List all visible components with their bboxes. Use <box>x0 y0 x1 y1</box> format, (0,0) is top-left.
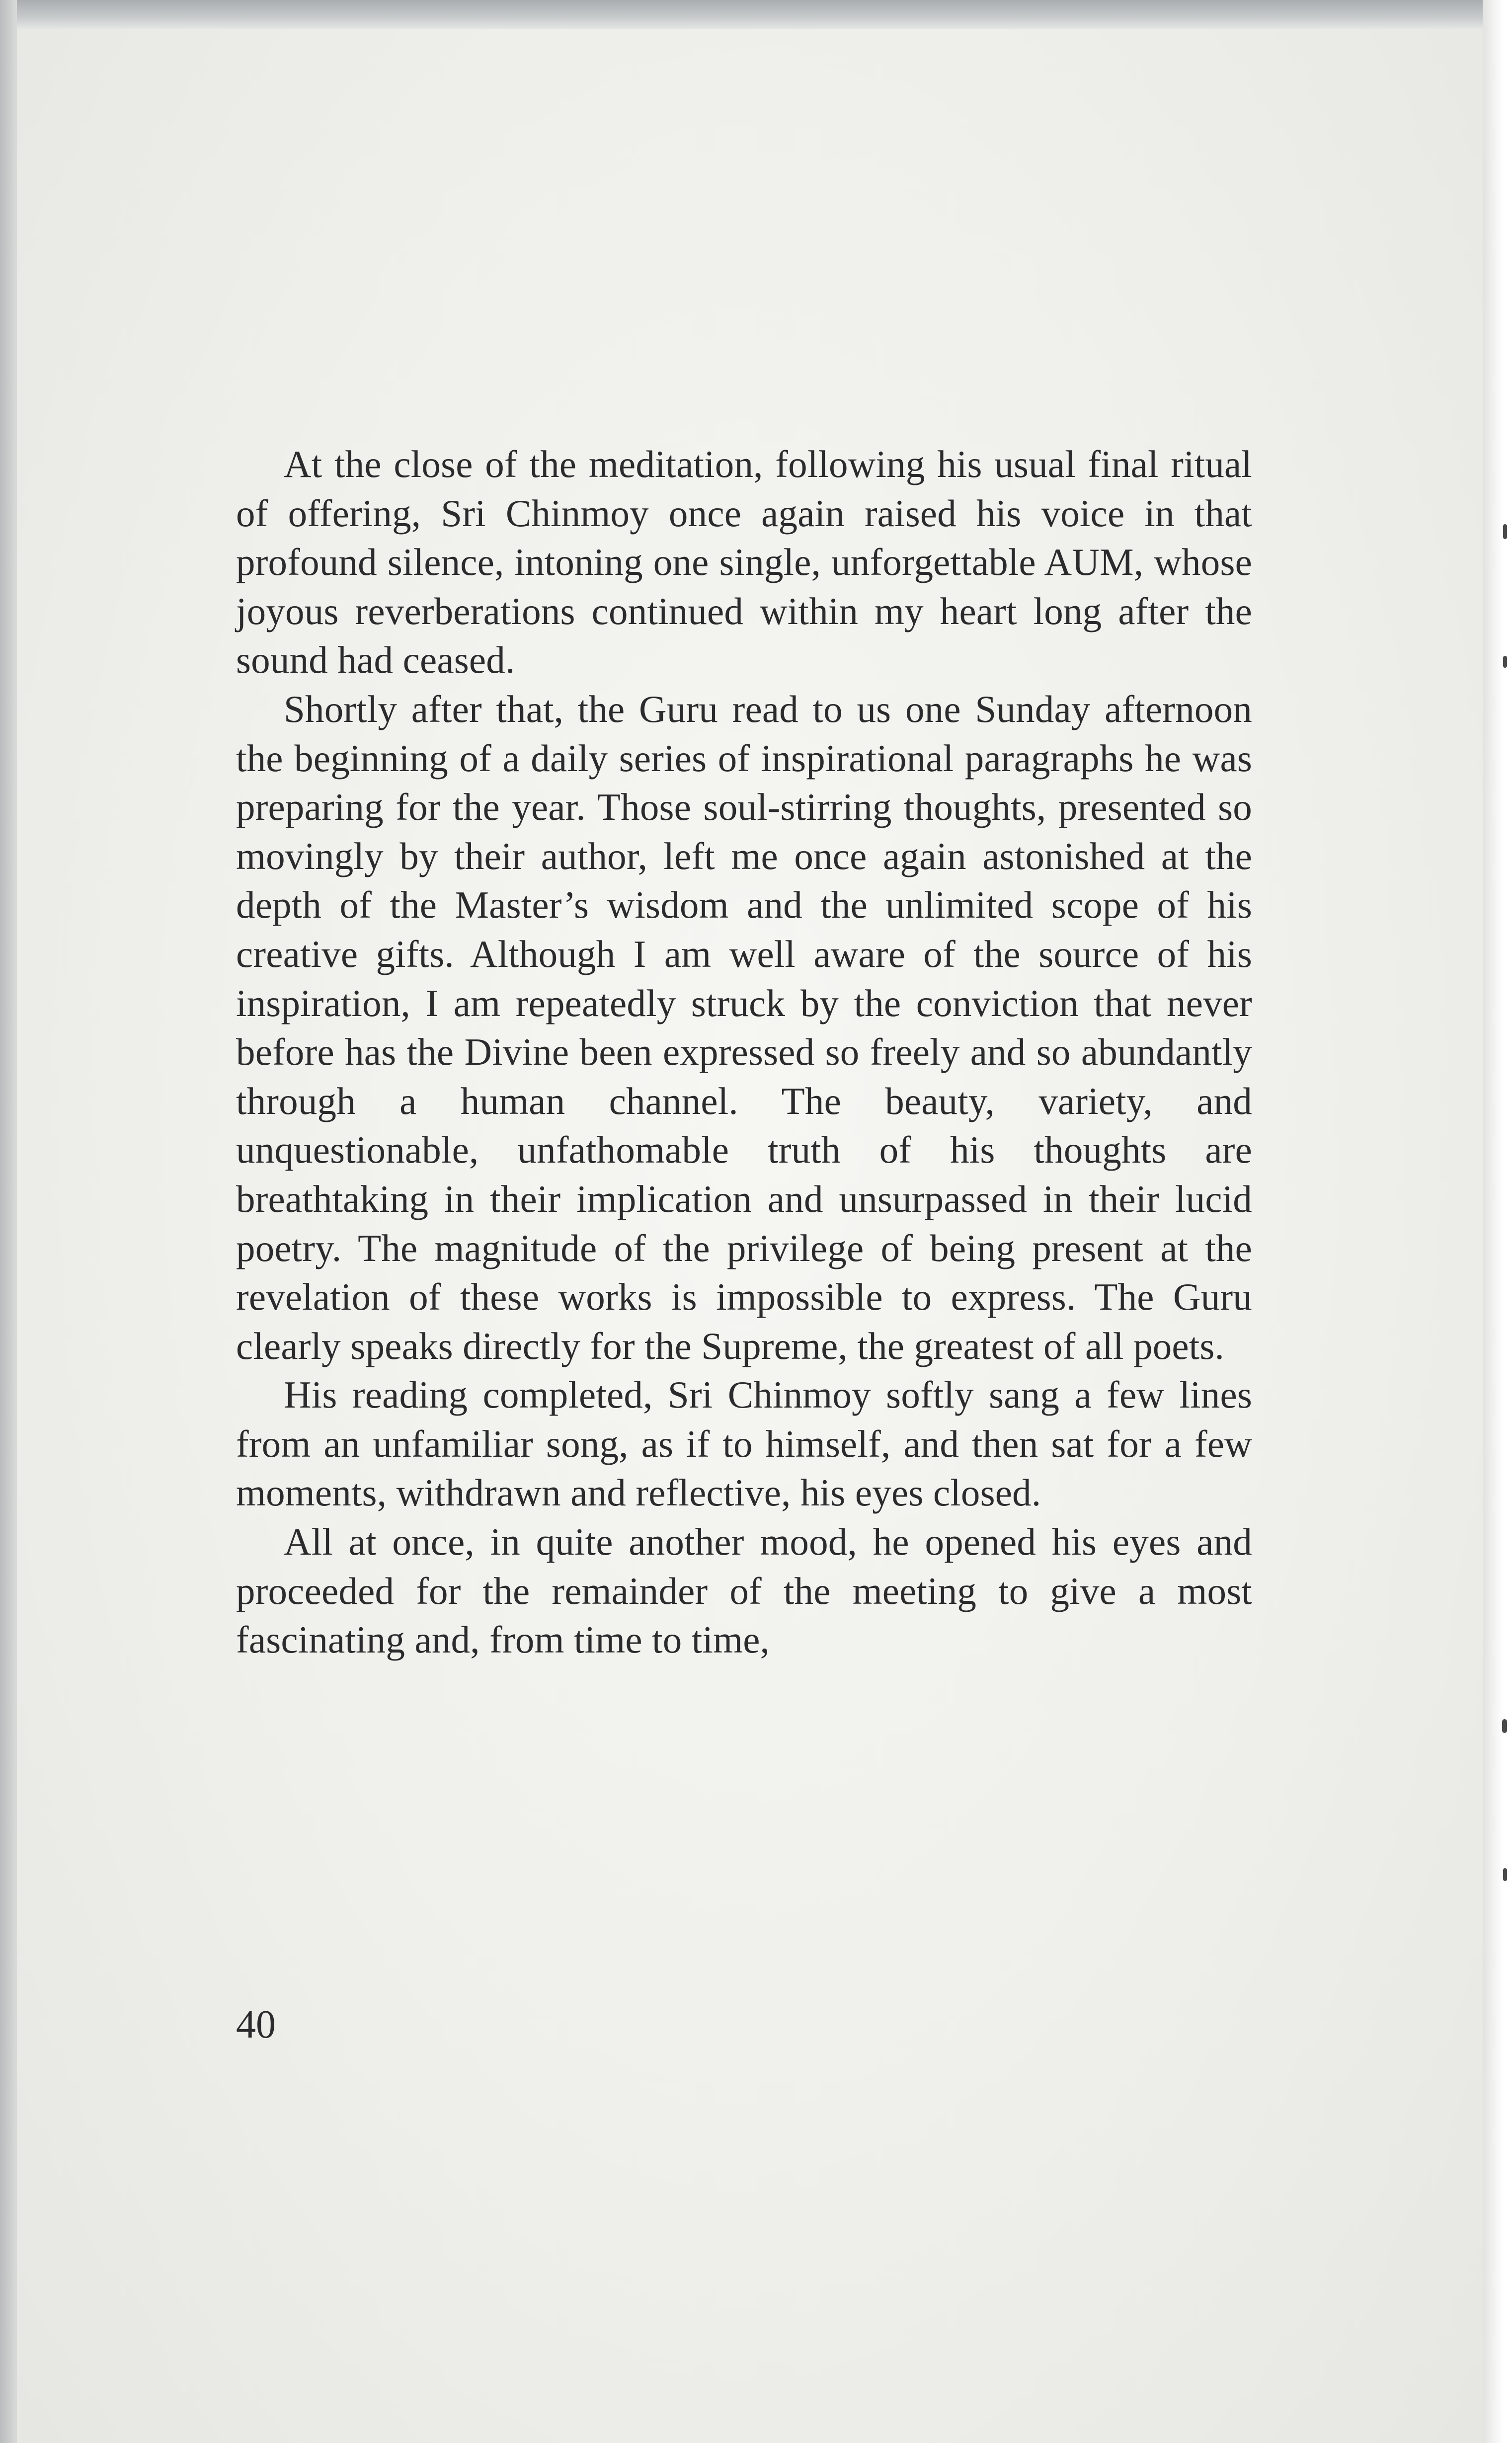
scan-left-edge <box>0 0 17 2443</box>
paragraph: Shortly after that, the Guru read to us one Sunday afternoon the beginning of a daily series of inspirational paragraphs he was preparing for the year. Those soul-stirring thoughts, presented so movingly by their author, left me once again astonished at the depth of the Master’s wisdom and the unlimited scope of his creative gifts. Although I am well aware of the source of his inspiration, I am repeatedly struck by the conviction that never before has the Divine been expressed so freely and so abundantly through a human channel. The beauty, variety, and unquestionable, unfathomable truth of his thoughts are breathtaking in their implication and unsurpassed in their lucid poetry. The magnitude of the privilege of being present at the revelation of these works is impossible to express. The Guru clearly speaks directly for the Supreme, the greatest of all poets. <box>236 687 1252 1367</box>
binding-mark <box>1502 1719 1507 1733</box>
page-number: 40 <box>236 2003 276 2047</box>
paragraph: All at once, in quite another mood, he opened his eyes and proceeded for the remainder of the meeting to give a most fascinating and, from time to time, <box>236 1520 1252 1661</box>
binding-mark <box>1503 656 1507 668</box>
body-text <box>236 440 1252 1664</box>
scan-top-edge <box>0 0 1512 29</box>
binding-mark <box>1503 524 1507 539</box>
paragraph: His reading completed, Sri Chinmoy softly sang a few lines from an unfamiliar song, as if to himself, and then sat for a few moments, withdrawn and reflective, his eyes closed. <box>236 1373 1252 1514</box>
paragraph: At the close of the meditation, following his usual final ritual of offering, Sri Chinmoy once again raised his voice in that profound silence, intoning one single, unforgettable AUM, whose joyous reverberations continued within my heart long after the sound had ceased. <box>236 443 1252 682</box>
binding-mark <box>1503 1868 1507 1881</box>
scan-right-edge <box>1483 0 1512 2443</box>
